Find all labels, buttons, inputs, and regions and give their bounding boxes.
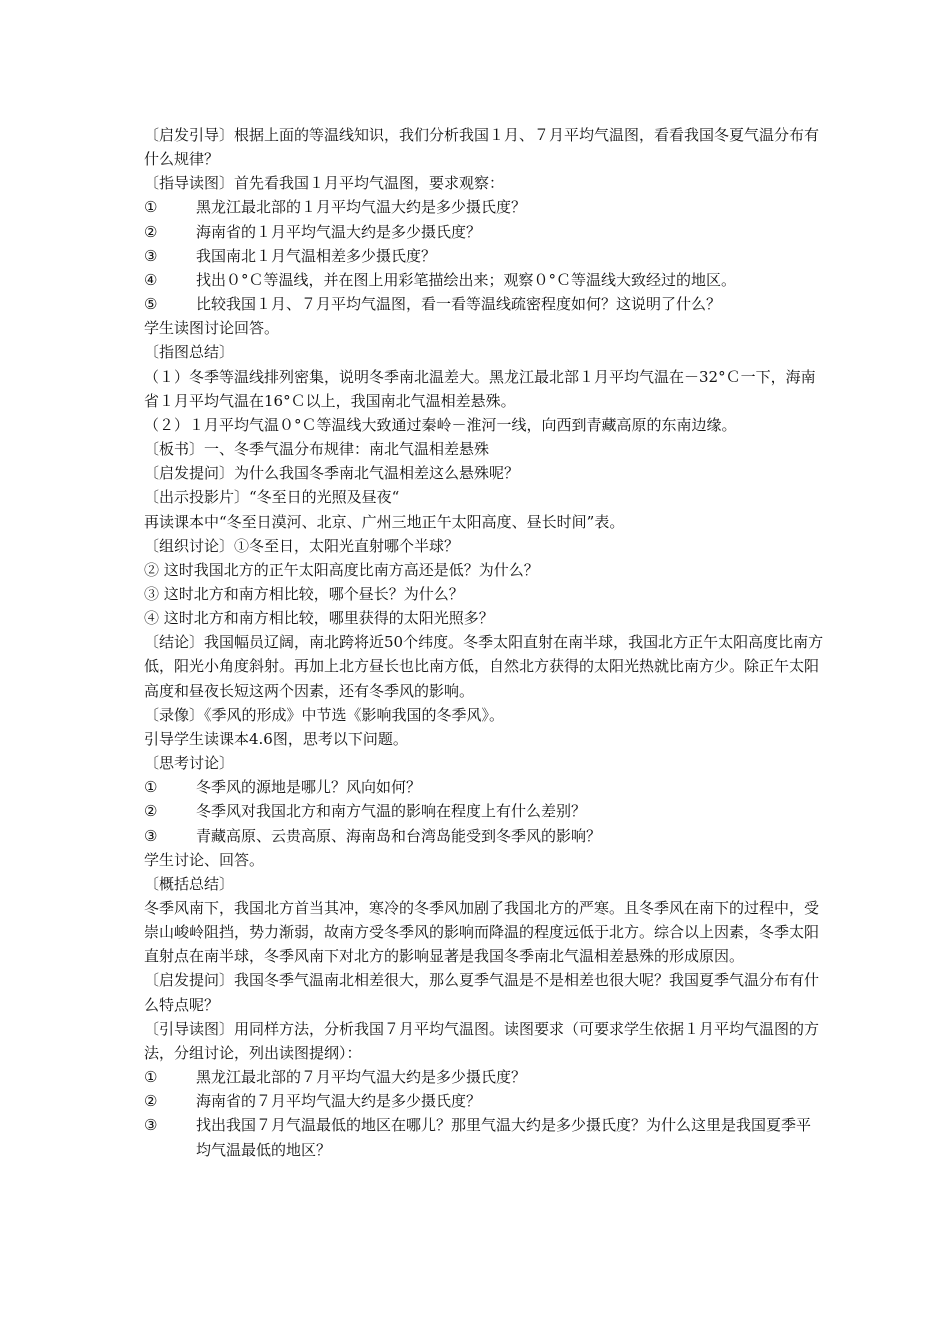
- paragraph: 〔组织讨论〕①冬至日，太阳光直射哪个半球？: [144, 536, 460, 555]
- paragraph: 〔启发提问〕为什么我国冬季南北气温相差这么悬殊呢？: [144, 464, 520, 483]
- paragraph: （２）１月平均气温０°Ｃ等温线大致通过秦岭－淮河一线，向西到青藏高原的东南边缘。: [144, 415, 737, 434]
- numbered-item: [144, 268, 824, 292]
- item-text: 海南省的１月平均气温大约是多少摄氏度？: [196, 222, 482, 241]
- item-number: ③: [144, 246, 158, 265]
- item-number: ①: [144, 778, 158, 797]
- numbered-item: [144, 799, 824, 823]
- paragraph: 〔思考讨论〕: [144, 754, 235, 773]
- paragraph: 再读课本中“冬至日漠河、北京、广州三地正午太阳高度、昼长时间”表。: [144, 512, 625, 531]
- paragraph: 〔启发引导〕根据上面的等温线知识，我们分析我国１月、７月平均气温图，看看我国冬夏气温分布有什么规律？: [144, 126, 820, 169]
- paragraph: 〔录像〕《季风的形成》中节选《影响我国的冬季风》。: [144, 705, 505, 724]
- item-text: 我国南北１月气温相差多少摄氏度？: [196, 246, 437, 265]
- item-text: 冬季风对我国北方和南方气温的影响在程度上有什么差别？: [196, 802, 587, 821]
- numbered-item: [144, 824, 824, 848]
- item-number: ②: [144, 222, 158, 241]
- item-number: ②: [144, 802, 158, 821]
- paragraph: 〔引导读图〕用同样方法，分析我国７月平均气温图。读图要求（可要求学生依据１月平均气温图的方法，分组讨论，列出读图提纲）：: [144, 1019, 820, 1062]
- item-number: ③: [144, 826, 158, 845]
- paragraph: 学生读图讨论回答。: [144, 319, 280, 338]
- paragraph: 冬季风南下，我国北方首当其冲，寒冷的冬季风加剧了我国北方的严寒。且冬季风在南下的过程中，受崇山峻岭阻挡，势力渐弱，故南方受冬季风的影响而降温的程度远低于北方。综合以上因素，冬季太阳直射点在南半球，冬季风南下对北方的影响显著是我国冬季南北气温相差悬殊的形成原因。: [144, 899, 820, 966]
- paragraph: 〔指导读图〕首先看我国１月平均气温图，要求观察：: [144, 174, 505, 193]
- paragraph: ② 这时我国北方的正午太阳高度比南方高还是低？为什么？: [144, 560, 539, 579]
- item-text: 找出我国７月气温最低的地区在哪儿？那里气温大约是多少摄氏度？为什么这里是我国夏季平均气温最低的地区？: [196, 1116, 812, 1159]
- item-number: ④: [144, 270, 158, 289]
- paragraph: ③ 这时北方和南方相比较，哪个昼长？为什么？: [144, 584, 464, 603]
- numbered-item: [144, 775, 824, 799]
- paragraph: （１）冬季等温线排列密集，说明冬季南北温差大。黑龙江最北部１月平均气温在－32°Ｃ一下，海南省１月平均气温在16°Ｃ以上，我国南北气温相差悬殊。: [144, 367, 816, 410]
- item-text: 比较我国１月、７月平均气温图，看一看等温线疏密程度如何？这说明了什么？: [196, 295, 722, 314]
- numbered-item: [144, 292, 824, 316]
- paragraph: 〔启发提问〕我国冬季气温南北相差很大，那么夏季气温是不是相差也很大呢？我国夏季气温分布有什么特点呢？: [144, 971, 820, 1014]
- numbered-item: [144, 195, 824, 219]
- paragraph: 〔概括总结〕: [144, 874, 235, 893]
- item-number: ②: [144, 1092, 158, 1111]
- paragraph: 〔板书〕一、冬季气温分布规律：南北气温相差悬殊: [144, 440, 490, 459]
- numbered-item: [144, 1113, 824, 1161]
- item-number: ③: [144, 1116, 158, 1135]
- item-text: 黑龙江最北部的１月平均气温大约是多少摄氏度？: [196, 198, 527, 217]
- item-text: 海南省的７月平均气温大约是多少摄氏度？: [196, 1092, 482, 1111]
- paragraph: 学生讨论、回答。: [144, 850, 265, 869]
- item-text: 黑龙江最北部的７月平均气温大约是多少摄氏度？: [196, 1068, 527, 1087]
- numbered-item: [144, 1089, 824, 1113]
- item-text: 找出０°Ｃ等温线，并在图上用彩笔描绘出来；观察０°Ｃ等温线大致经过的地区。: [196, 270, 737, 289]
- paragraph: 〔出示投影片〕“冬至日的光照及昼夜“: [144, 488, 400, 507]
- paragraph: 〔指图总结〕: [144, 343, 235, 362]
- item-text: 青藏高原、云贵高原、海南岛和台湾岛能受到冬季风的影响？: [196, 826, 602, 845]
- numbered-item: [144, 244, 824, 268]
- paragraph: 引导学生读课本4.6图，思考以下问题。: [144, 729, 408, 748]
- paragraph: ④ 这时北方和南方相比较，哪里获得的太阳光照多？: [144, 609, 494, 628]
- numbered-item: [144, 1065, 824, 1089]
- item-number: ①: [144, 1068, 158, 1087]
- item-number: ⑤: [144, 295, 158, 314]
- paragraph: 〔结论〕我国幅员辽阔，南北跨将近50个纬度。冬季太阳直射在南半球，我国北方正午太阳高度比南方低，阳光小角度斜射。再加上北方昼长也比南方低，自然北方获得的太阳光热就比南方少。除正午太阳高度和昼夜长短这两个因素，还有冬季风的影响。: [144, 633, 824, 700]
- item-text: 冬季风的源地是哪儿？风向如何？: [196, 778, 422, 797]
- item-number: ①: [144, 198, 158, 217]
- numbered-item: [144, 220, 824, 244]
- document-body: [144, 123, 824, 1162]
